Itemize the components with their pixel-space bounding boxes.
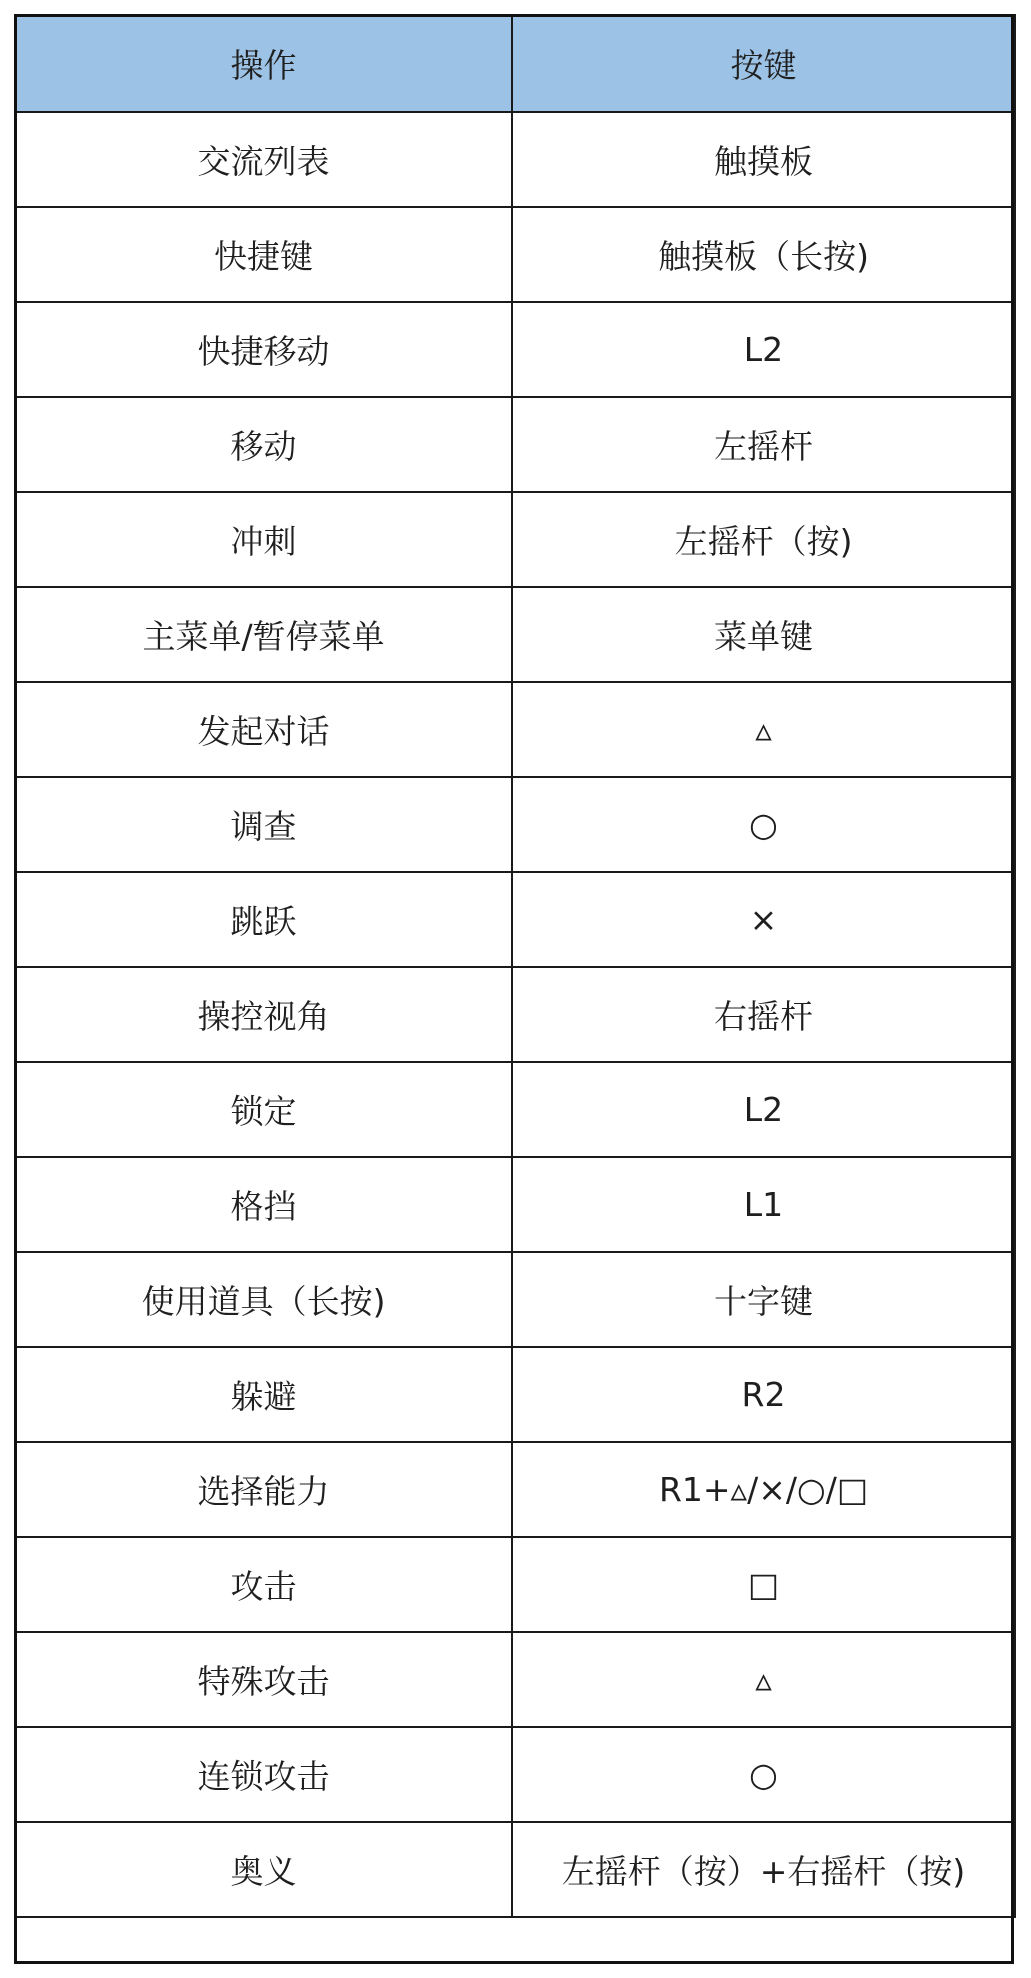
key-cell: 左摇杆（按）+右摇杆（按) <box>512 1822 1015 1917</box>
action-cell: 连锁攻击 <box>15 1727 512 1822</box>
controls-table <box>14 14 1016 1918</box>
action-cell: 发起对话 <box>15 682 512 777</box>
key-cell: 十字键 <box>512 1252 1015 1347</box>
header-action: 操作 <box>15 15 512 112</box>
action-cell: 冲刺 <box>15 492 512 587</box>
action-cell: 主菜单/暂停菜单 <box>15 587 512 682</box>
table-row <box>15 682 1015 777</box>
action-cell: 选择能力 <box>15 1442 512 1537</box>
key-cell: ○ <box>512 1727 1015 1822</box>
table-row <box>15 302 1015 397</box>
table-row <box>15 1632 1015 1727</box>
table-row <box>15 492 1015 587</box>
action-cell: 快捷移动 <box>15 302 512 397</box>
header-row <box>15 15 1015 112</box>
action-cell: 操控视角 <box>15 967 512 1062</box>
key-cell: □ <box>512 1537 1015 1632</box>
key-cell: ▵ <box>512 682 1015 777</box>
key-cell: 菜单键 <box>512 587 1015 682</box>
action-cell: 交流列表 <box>15 112 512 207</box>
action-cell: 格挡 <box>15 1157 512 1252</box>
key-cell: 触摸板（长按) <box>512 207 1015 302</box>
action-cell: 使用道具（长按) <box>15 1252 512 1347</box>
key-cell: L2 <box>512 302 1015 397</box>
table-row <box>15 397 1015 492</box>
action-cell: 移动 <box>15 397 512 492</box>
key-cell: R2 <box>512 1347 1015 1442</box>
key-cell: ▵ <box>512 1632 1015 1727</box>
key-cell: × <box>512 872 1015 967</box>
key-cell: 触摸板 <box>512 112 1015 207</box>
header-key: 按键 <box>512 15 1015 112</box>
table-row <box>15 1157 1015 1252</box>
key-cell: 左摇杆 <box>512 397 1015 492</box>
key-cell: R1+▵/×/○/□ <box>512 1442 1015 1537</box>
table-row <box>15 1062 1015 1157</box>
table-row <box>15 1822 1015 1917</box>
action-cell: 锁定 <box>15 1062 512 1157</box>
controls-sheet <box>14 14 1014 1964</box>
table-row <box>15 112 1015 207</box>
table-row <box>15 872 1015 967</box>
table-row <box>15 967 1015 1062</box>
table-row <box>15 1347 1015 1442</box>
action-cell: 跳跃 <box>15 872 512 967</box>
key-cell: 右摇杆 <box>512 967 1015 1062</box>
action-cell: 快捷键 <box>15 207 512 302</box>
table-row <box>15 1537 1015 1632</box>
table-row <box>15 587 1015 682</box>
action-cell: 攻击 <box>15 1537 512 1632</box>
table-row <box>15 1252 1015 1347</box>
table-row <box>15 777 1015 872</box>
action-cell: 特殊攻击 <box>15 1632 512 1727</box>
key-cell: 左摇杆（按) <box>512 492 1015 587</box>
key-cell: ○ <box>512 777 1015 872</box>
action-cell: 奥义 <box>15 1822 512 1917</box>
key-cell: L2 <box>512 1062 1015 1157</box>
table-row <box>15 1727 1015 1822</box>
key-cell: L1 <box>512 1157 1015 1252</box>
table-row <box>15 207 1015 302</box>
action-cell: 躲避 <box>15 1347 512 1442</box>
table-row <box>15 1442 1015 1537</box>
action-cell: 调查 <box>15 777 512 872</box>
